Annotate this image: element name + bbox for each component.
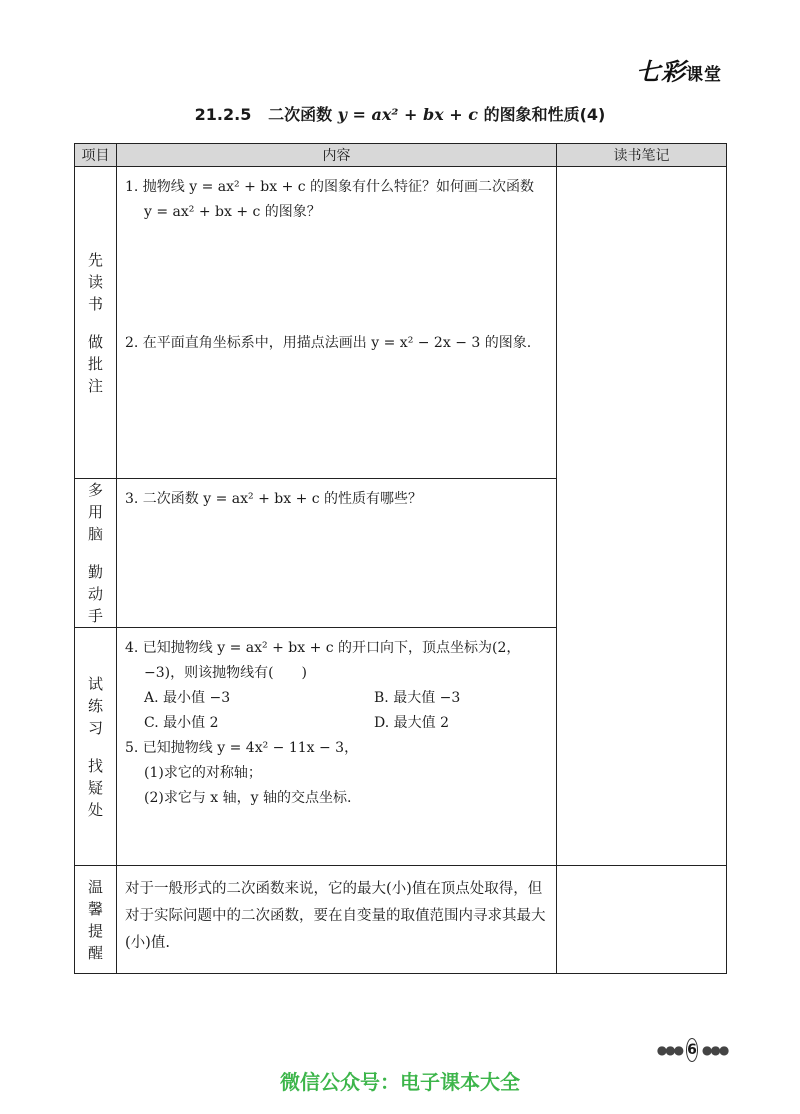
brand-logo-main: 七彩 xyxy=(636,58,686,86)
page-number-badge xyxy=(658,1038,726,1062)
title-formula: y = ax² + bx + c xyxy=(337,105,478,124)
row-label xyxy=(75,167,117,479)
question-3: 3. 二次函数 y = ax² + bx + c 的性质有哪些？ xyxy=(125,491,423,507)
row-label xyxy=(75,479,117,628)
question-5-part-2: (2)求它与 x 轴，y 轴的交点坐标. xyxy=(144,790,352,806)
row-label xyxy=(75,628,117,866)
question-5-part-1: (1)求它的对称轴； xyxy=(144,765,262,781)
row-content xyxy=(117,479,557,628)
answer-options xyxy=(125,686,546,736)
row-content xyxy=(117,628,557,866)
row-label-top: 试练习 xyxy=(87,674,103,737)
question-1-line-2: y = ax² + bx + c 的图象？ xyxy=(144,204,321,220)
row-label-bottom: 勤动手 xyxy=(87,563,103,625)
option-b[interactable]: B. 最大值 −3 xyxy=(374,690,461,706)
question-2: 2. 在平面直角坐标系中，用描点法画出 y = x² − 2x − 3 的图象. xyxy=(125,335,532,351)
table-row xyxy=(75,167,727,479)
dots-decoration: ●●● xyxy=(656,1043,683,1057)
question-5: 5. 已知抛物线 y = 4x² − 11x − 3， xyxy=(125,740,359,756)
footer-watermark: 微信公众号：电子课本大全 xyxy=(280,1070,520,1094)
row-label-bottom: 提醒 xyxy=(87,921,103,962)
question-4-line-2: −3)，则该抛物线有( ) xyxy=(144,665,308,681)
page-title xyxy=(0,102,800,125)
row-label xyxy=(75,866,117,974)
brand-logo-sub: 课堂 xyxy=(686,65,722,85)
dots-decoration: ●●● xyxy=(701,1043,728,1057)
row-label-top: 多用脑 xyxy=(87,481,103,543)
question-4-line-1: 4. 已知抛物线 y = ax² + bx + c 的开口向下，顶点坐标为(2， xyxy=(125,640,521,656)
row-label-top: 先读书 xyxy=(87,250,103,313)
table-row xyxy=(75,866,727,974)
row-label-bottom: 做批注 xyxy=(87,332,103,395)
header-item: 项目 xyxy=(75,144,117,167)
notes-area[interactable] xyxy=(557,167,727,866)
brand-logo xyxy=(636,52,728,86)
table-header-row xyxy=(75,144,727,167)
title-suffix: 的图象和性质(4) xyxy=(483,105,606,124)
notes-area-tip[interactable] xyxy=(557,866,727,974)
header-notes: 读书笔记 xyxy=(557,144,727,167)
tip-text: 对于一般形式的二次函数来说，它的最大(小)值在顶点处取得，但对于实际问题中的二次函数，要在自变量的取值范围内寻求其最大(小)值. xyxy=(117,866,557,974)
option-d[interactable]: D. 最大值 2 xyxy=(374,715,449,731)
page-number: 6 xyxy=(686,1038,698,1062)
option-a[interactable]: A. 最小值 −3 xyxy=(144,690,231,706)
row-label-bottom: 找疑处 xyxy=(87,756,103,819)
option-c[interactable]: C. 最小值 2 xyxy=(144,715,219,731)
question-1-line-1: 1. 抛物线 y = ax² + bx + c 的图象有什么特征？如何画二次函数 xyxy=(125,179,535,195)
title-prefix: 二次函数 xyxy=(268,105,333,124)
study-table xyxy=(74,143,727,974)
header-content: 内容 xyxy=(117,144,557,167)
row-content xyxy=(117,167,557,479)
row-label-top: 温馨 xyxy=(87,877,103,918)
section-number: 21.2.5 xyxy=(194,105,252,124)
